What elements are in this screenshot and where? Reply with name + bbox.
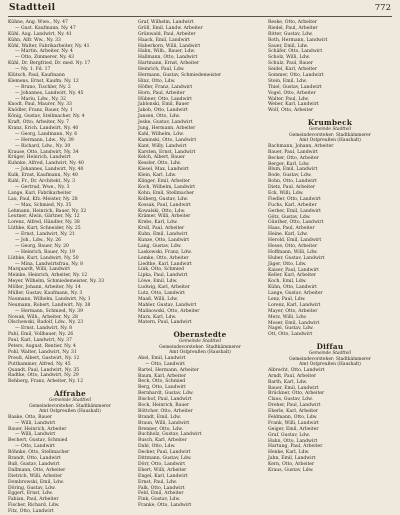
resident-entry: Busch, Karl, Arbeiter (138, 438, 187, 444)
resident-entry: Walter, Paul, Ldw. (268, 96, 310, 102)
resident-entry: Vogel, Otto, Arbeiter (268, 90, 316, 96)
resident-entry: Huber, Gustav, Landwirt (268, 255, 325, 261)
resident-entry: — Willi, Landwirt (15, 420, 56, 426)
resident-entry: Kühl, Dr. Bergfried, Dr. med. Ny. 17 (8, 61, 91, 67)
resident-entry: Marquardt, Willi, Landwirt (8, 267, 71, 273)
place-subtitle: Gemeinde Stadtteil (178, 339, 222, 345)
resident-entry: Lau, Paul, Kfz.-Meister, Ny. 28 (8, 196, 78, 202)
resident-entry: Kraus, Gustav, Ldw. (268, 467, 314, 473)
resident-entry: Dallmann, Otto, Arbeiter (8, 467, 66, 473)
resident-entry: Barth, Karl, Ldw. (268, 379, 308, 385)
resident-entry: Neumann, Robert, Landwirt, Ny. 38 (8, 302, 91, 308)
resident-entry: Abel, Emil, Landwirt (138, 355, 186, 361)
resident-entry: — Bruno, Tischler, Ny. 2 (15, 84, 71, 90)
resident-entry: Feldmann, Otto, Ldw. (268, 414, 318, 420)
resident-entry: Bachmann, Johann, Arbeiter (268, 143, 334, 149)
resident-entry: Fischer, Richard, Ldw. (8, 503, 60, 509)
resident-entry: Sauer, Emil, Ldw. (268, 43, 309, 49)
resident-entry: Ludwig, Karl, Arbeiter (138, 285, 190, 291)
resident-entry: Kühn, Alfr. Ww., Ny. 33 (8, 37, 61, 43)
resident-entry: Klein, Karl, Ldw. (138, 173, 177, 179)
resident-entry: Lüthke, Kurt, Schneider, Ny. 25 (8, 226, 81, 232)
resident-entry: Koch, Wilhelm, Landwirt (138, 184, 196, 190)
resident-entry: Hartung, Paul, Arbeiter (268, 444, 323, 450)
resident-entry: Heinrich, Paul, Ldw. (138, 67, 185, 73)
resident-entry: Meyer, Wilhelm, Schmiedemeister, Ny. 33 (8, 279, 105, 285)
resident-entry: Krüger, Heinrich, Landwirt (8, 155, 71, 161)
resident-entry: Lehmann, Heinrich, Bauer, Ny. 32 (8, 208, 87, 214)
page-number: 772 (374, 3, 391, 13)
resident-entry: Mahler, Gustav, Landwirt (138, 302, 197, 308)
resident-entry: Kroll, Paul, Arbeiter (138, 226, 185, 232)
resident-entry: Dahl, Otto, Ldw. (138, 444, 176, 450)
resident-entry: Radtke, Otto, Landwirt, Ny. 29 (8, 373, 79, 379)
resident-entry: Marx, Karl, Ldw. (138, 314, 177, 320)
resident-entry: — Mina, Landwirtsfrau, Ny. 8 (15, 261, 83, 267)
resident-entry: Naumann, Wilhelm, Landwirt, Ny. 1 (8, 296, 91, 302)
resident-entry: Kiesel, Max, Landwirt (138, 167, 189, 173)
resident-entry: Franke, Otto, Landwirt (138, 503, 192, 509)
resident-entry: Paul, Karl, Landwirt, Ny. 37 (8, 338, 72, 344)
resident-entry: Knodt, Paul, Maurer, Ny. 33 (8, 102, 72, 108)
place-heading (268, 118, 392, 144)
resident-entry: Grünwald, Paul, Arbeiter (138, 31, 196, 37)
resident-entry: Gröll, Emil, Landw. Arbeiter (138, 25, 203, 31)
resident-entry: Dittmann, Gustav, Ldw. (138, 456, 192, 462)
place-office: Amt Ostpreußen (Haushalt) (299, 138, 361, 144)
resident-entry: Claus, Gustav, Ldw. (268, 397, 313, 403)
resident-entry: Bernhardt, Gustav, Ldw. (138, 391, 194, 397)
resident-entry: Ebert, Willi, Arbeiter (138, 467, 187, 473)
resident-entry: Dombrowski, Emil, Ldw. (8, 479, 64, 485)
resident-entry: Moser, Emil, Landwirt (268, 320, 320, 326)
resident-entry: — Johannes, Landwirt, Ny. 40 (15, 167, 84, 173)
resident-entry: Berger, Karl, Ldw. (268, 161, 310, 167)
place-name: Obernstedte (173, 330, 227, 340)
resident-entry: Liedtke, Karl, Landwirt (138, 261, 192, 267)
resident-entry: — Georg, Landmann, Ny. 6 (15, 131, 78, 137)
resident-entry: Fink, Gustav, Ldw. (138, 497, 181, 503)
resident-entry: Krause, Otto, Landwirt, Ny. 34 (8, 149, 79, 155)
resident-entry: Falk, Otto, Landwirt (138, 485, 185, 491)
resident-entry: Riedel, Paul, Arbeiter (268, 25, 318, 31)
resident-entry: Lorenz, Alfred, Händler, Ny. 38 (8, 220, 80, 226)
resident-entry: Schäfer, Otto, Landwirt (268, 49, 323, 55)
resident-entry: Buß, Gustav, Landwirt (8, 461, 60, 467)
column-1 (8, 20, 132, 515)
resident-entry: Keller, Karl, Arbeiter (268, 273, 316, 279)
resident-entry: — Heinrich, Bauer, Ny. 19 (15, 249, 75, 255)
resident-entry: Böhnke, Otto, Stellmacher (8, 450, 70, 456)
running-head: Stadtteil (9, 3, 56, 13)
resident-entry: Eberle, Karl, Arbeiter (268, 409, 318, 415)
resident-entry: Jung, Hermann, Arbeiter (138, 126, 196, 132)
resident-entry: Matern, Paul, Landwirt (138, 320, 192, 326)
resident-entry: Hahn, Wilh., Bauer, Ldw. (138, 49, 196, 55)
resident-entry: Kuhn, Emil, Landwirt (138, 232, 188, 238)
resident-entry: Hallmann, Otto, Landwirt (138, 55, 198, 61)
resident-entry: Fabian, Paul, Arbeiter (8, 497, 59, 503)
resident-entry: Stein, Emil, Ldw. (268, 78, 308, 84)
resident-entry: Pahl, Emil, Vollbauer, Ny. 26 (8, 332, 74, 338)
resident-entry: Löwe, Emil, Ldw. (138, 279, 178, 285)
resident-entry: Rehberg, Franz, Arbeiter, Ny. 12 (8, 379, 84, 385)
resident-entry: Lemke, Otto, Arbeiter (138, 255, 189, 261)
resident-entry: Brückner, Otto, Arbeiter (268, 391, 325, 397)
column-3 (268, 20, 392, 482)
resident-entry: Ritter, Gustav, Ldw. (268, 31, 313, 37)
resident-entry: Kühl, Aug. Landwirt, Ny. 41 (8, 31, 72, 37)
place-subtitle: Gemeinde Stadtteil (48, 398, 92, 404)
place-subtitle: Gemeinde Stadtteil (308, 127, 352, 133)
resident-entry: Becker, Otto, Arbeiter (268, 155, 319, 161)
resident-entry: Brandt, Emil, Ldw. (138, 414, 181, 420)
resident-entry: Schulz, Paul, Bauer (268, 61, 313, 67)
resident-entry: Bauer, Heinrich, Arbeiter (8, 426, 67, 432)
resident-entry: Kunze, Otto, Landwirt (138, 237, 190, 243)
resident-entry: Lutz, Otto, Landwirt (138, 290, 185, 296)
resident-entry: Müller, Gustav, Kaufmann, Ny. 3 (8, 290, 83, 296)
resident-entry: Bischof, Paul, Landwirt (138, 397, 192, 403)
resident-entry: Henke, Karl, Ldw. (268, 450, 310, 456)
resident-entry: Hahn, Otto, Landwirt (268, 438, 318, 444)
place-heading (138, 330, 262, 356)
resident-entry: Fitz, Otto, Landwirt (8, 509, 54, 515)
resident-entry: Link, Otto, Schmied (138, 267, 185, 273)
resident-entry: — Ernst, Landwirt, Ny. 8 (15, 326, 72, 332)
resident-entry: — Ny. 1. Fd. 17 (15, 67, 51, 73)
resident-entry: Karsten, Ernst, Landwirt (138, 149, 196, 155)
resident-entry: Engel, Karl, Landwirt (138, 473, 188, 479)
resident-entry: Dietz, Paul, Arbeiter (268, 185, 315, 191)
resident-entry: Fuchs, Karl, Arbeiter (268, 202, 317, 208)
resident-entry: Seidel, Karl, Arbeiter (268, 67, 318, 73)
resident-entry: Dörr, Otto, Landwirt (138, 461, 186, 467)
resident-entry: Graf, Wilhelm, Landwirt (138, 20, 194, 25)
resident-entry: Horn, Paul, Arbeiter (138, 90, 185, 96)
resident-entry: — Gust. Kaufmann, Ny. 47 (15, 25, 76, 31)
resident-entry: Dreher, Paul, Landwirt (268, 403, 321, 409)
resident-entry: Böttcher, Otto, Arbeiter (138, 408, 193, 414)
resident-entry: Bartel, Hermann, Arbeiter (138, 367, 199, 373)
resident-entry: Feld, Emil, Arbeiter (138, 491, 184, 497)
resident-entry: — Johannes, Landwirt, Ny. 45 (15, 90, 84, 96)
resident-entry: Bock, Heinrich, Bauer (138, 403, 190, 409)
resident-entry: Preuß, Albert, Gastwirt, Ny. 12 (8, 355, 80, 361)
resident-entry: Arndt, Paul, Arbeiter (268, 373, 317, 379)
resident-entry: Koch, Emil, Ldw. (268, 279, 307, 285)
resident-entry: Hübner, Otto, Landwirt (138, 96, 192, 102)
resident-entry: Kuhl, Fr., Dr. Architekt, Ny. 3 (8, 179, 75, 185)
resident-entry: Decker, Paul, Landwirt (138, 450, 191, 456)
resident-entry: Kühne, Ang. Wwe., Ny. 47 (8, 20, 68, 25)
resident-entry: Kolberg, Gustav, Ldw. (138, 196, 189, 202)
resident-entry: Sommer, Otto, Landwirt (268, 73, 324, 79)
resident-entry: Höfler, Franz, Landwirt (138, 84, 193, 90)
resident-entry: Hartmann, Ernst, Arbeiter (138, 61, 200, 67)
place-office: Amt Ostpreußen (Haushalt) (169, 350, 231, 356)
resident-entry: Klütsch, Paul, Kaufmann (8, 73, 65, 79)
resident-entry: Hesse, Otto, Arbeiter (268, 243, 318, 249)
resident-entry: Jeske, Gustav, Landwirt (138, 120, 193, 126)
resident-entry: Kant, Willy, Landwirt (138, 143, 187, 149)
resident-entry: Braun, Willi, Landwirt (138, 420, 190, 426)
place-authority: Gemeindevorsteher: Stadtkämmerer (159, 344, 241, 350)
resident-entry: König, Gustav, Stellmacher, Ny. 4 (8, 114, 85, 120)
resident-entry: Geiger, Emil, Arbeiter (268, 426, 319, 432)
resident-entry: Hoffmann, Willi, Ldw. (268, 249, 318, 255)
resident-entry: Kahl, Wilhelm, Ldw. (138, 131, 184, 137)
resident-entry: Pohl, Walter, Landwirt, Ny. 31 (8, 349, 77, 355)
resident-entry: — Martin, Arbeiter, Ny. 4 (15, 49, 73, 55)
resident-entry: Mayer, Otto, Arbeiter (268, 308, 318, 314)
resident-entry: Lang, Gustav, Ldw. (138, 243, 182, 249)
resident-entry: Lange, Karl, Fabrikarbeiter (8, 190, 72, 196)
resident-entry: Baum, Karl, Arbeiter (138, 373, 187, 379)
resident-entry: Weber, Karl, Landwirt (268, 102, 319, 108)
resident-entry: Fiedler, Otto, Landwirt (268, 196, 321, 202)
resident-entry: Gerber, Emil, Landwirt (268, 208, 322, 214)
resident-entry: Jablonski, Emil, Bauer (138, 102, 190, 108)
resident-entry: Klemens, Ernst, Kaufm. Ny. 12 (8, 78, 79, 84)
resident-entry: Jäger, Otto, Ldw. (268, 261, 307, 267)
resident-entry: Thiel, Gustav, Landwirt (268, 84, 322, 90)
resident-entry: — Richard, Ldw., Ny. 30 (15, 143, 71, 149)
resident-entry: Bauer, Emil, Landwirt (268, 385, 319, 391)
resident-entry: Jahn, Emil, Landwirt (268, 456, 316, 462)
resident-entry: Lenz, Paul, Ldw. (268, 297, 306, 302)
resident-entry: — Ernst, Landwirt, Ny. 21 (15, 232, 75, 238)
resident-entry: Wolf, Otto, Arbeiter (268, 108, 314, 114)
resident-entry: Lüthke, Kurt, Landwirt, Ny. 50 (8, 255, 79, 261)
place-name: Affrahe (54, 389, 86, 399)
resident-entry: Graf, Gustav, Ldw. (268, 432, 311, 438)
resident-entry: Blum, Emil, Landwirt (268, 167, 318, 173)
page-header (8, 3, 392, 17)
resident-entry: Jakob, Otto, Landwirt (138, 108, 188, 114)
resident-entry: Kern, Otto, Arbeiter (268, 462, 315, 468)
resident-entry: Kaminski, Otto, Landwirt (138, 137, 197, 143)
resident-entry: Leutner, Alwin, Gärtner, Ny. 12 (8, 214, 80, 220)
resident-entry: Kohn, Emil, Stellmacher (138, 190, 195, 196)
resident-entry: Bode, Gustav, Ldw. (268, 173, 312, 179)
resident-entry: Krebs, Karl, Ldw. (138, 220, 178, 226)
place-heading (268, 342, 392, 368)
resident-entry: Döring, Gustav, Ldw. (8, 485, 56, 491)
resident-entry: Bechert, Gustav, Schmied (8, 438, 68, 444)
resident-entry: — Mariu, Ldw., Ny. 32 (15, 96, 67, 102)
place-authority: Gemeindevorsteher: Stadtkämmerer (289, 132, 371, 138)
resident-entry: Lange, Gustav, Arbeiter (268, 291, 323, 297)
place-subtitle: Gemeinde Stadtteil (308, 351, 352, 357)
resident-entry: — Gertrud, Wwe., Ny. 3 (15, 184, 70, 190)
resident-entry: Kessler, Otto, Ldw. (138, 161, 182, 167)
resident-entry: Lipka, Paul, Landwirt (138, 273, 188, 279)
resident-entry: Albrecht, Otto, Landwirt (268, 367, 325, 373)
resident-entry: Bauer, Paul, Landwirt (268, 149, 318, 155)
resident-entry: Hinz, Otto, Ldw. (138, 78, 176, 84)
place-authority: Gemeindevorsteher: Stadtkämmerer (29, 403, 111, 409)
resident-entry: Kuhnke, Alfred, Landwirt, Ny. 40 (8, 161, 84, 167)
resident-entry: — Hermann, Schmied, Ny. 39 (15, 308, 84, 314)
resident-entry: Meinke, Heinrich, Arbeiter, Ny. 12 (8, 273, 88, 279)
resident-entry: Günther, Otto, Landwirt (268, 220, 324, 226)
resident-entry: Reske, Otto, Arbeiter (268, 20, 317, 25)
resident-entry: — Max, Schmied, Ny. 35 (15, 202, 72, 208)
resident-entry: Möller, Johann, Arbeiter, Ny. 14 (8, 285, 81, 291)
place-office: Amt Ostpreußen (Haushalt) (299, 362, 361, 368)
resident-entry: Berg, Otto, Landwirt (138, 385, 186, 391)
resident-entry: Brenner, Otto, Ldw. (138, 426, 184, 432)
resident-entry: Haberkorn, Willi, Landwirt (138, 43, 201, 49)
resident-entry: Olschewski, Rudolf, Ldw., Ny. 23 (8, 320, 84, 326)
resident-entry: Haas, Paul, Arbeiter (268, 226, 315, 232)
resident-entry: Kulk, Ernst, Kaufmann, Ny. 40 (8, 173, 78, 179)
resident-entry: Frank, Willi, Landwirt (268, 420, 319, 426)
resident-entry: — Otto, Zimmerer, Ny. 43 (15, 55, 74, 61)
resident-entry: Eggert, Ernst, Ldw. (8, 491, 53, 497)
resident-entry: Bohn, Otto, Landwirt (268, 179, 317, 185)
resident-entry: Kaiser, Paul, Landwirt (268, 267, 319, 273)
resident-entry: Ernst, Paul, Ldw. (138, 479, 178, 485)
place-name: Krumbeck (307, 118, 353, 128)
resident-entry: Heine, Karl, Ldw. (268, 232, 308, 238)
resident-entry: Buchholz, Gustav, Landwirt (138, 432, 202, 438)
resident-entry: Eck, Willi, Ldw. (268, 190, 304, 196)
resident-entry: Hermann, Gustav, Schmiedemeister (138, 73, 222, 79)
resident-entry: Malinowski, Otto, Arbeiter (138, 308, 200, 314)
resident-entry: — Otto, Landwirt (15, 444, 55, 450)
resident-entry: Haack, Emil, Landwirt (138, 37, 190, 43)
resident-entry: Roth, Hermann, Landwirt (268, 37, 328, 43)
resident-entry: Maaß, Willi, Ldw. (138, 296, 179, 302)
resident-entry: Kühn, Otto, Landwirt (268, 285, 317, 291)
place-name: Diffau (316, 342, 344, 352)
resident-entry: Klinger, Emil, Arbeiter (138, 179, 191, 185)
resident-entry: Merz, Willi, Ldw. (268, 314, 307, 320)
place-heading (8, 389, 132, 415)
resident-entry: Puttkammer, Alfred, Ny. 45 (8, 361, 71, 367)
place-office: Amt Ostpreußen (Haushalt) (39, 409, 101, 415)
resident-entry: — Willi, Landwirt (15, 432, 56, 438)
resident-entry: — Otto, Landwirt (145, 361, 185, 367)
resident-entry: — Joh., Ldw., Ny. 26 (15, 237, 62, 243)
resident-entry: Ott, Otto, Landwirt (268, 332, 313, 338)
resident-entry: Brandt, Otto, Landwirt (8, 456, 61, 462)
resident-entry: Beck, Otto, Schmied (138, 379, 186, 385)
resident-entry: Götz, Gustav, Ldw. (268, 214, 311, 220)
resident-entry: Dietrich, Willi, Arbeiter (8, 473, 63, 479)
resident-entry: Knödler, Franz, Bauer, Ny. 1 (8, 108, 73, 114)
resident-entry: — Hermann, Ldw., Ny. 39 (15, 137, 74, 143)
resident-entry: Kühl, Walter, Fabrikarbeiter, Ny. 41 (8, 43, 90, 49)
resident-entry: Kelch, Albert, Bauer (138, 155, 185, 161)
resident-entry: Jansen, Otto, Ldw. (138, 114, 181, 120)
resident-entry: Kossak, Paul, Landwirt (138, 202, 191, 208)
resident-entry: Scholz, Willi, Ldw. (268, 55, 311, 61)
resident-entry: Kraft, Otto, Arbeiter, Ny. 7 (8, 120, 70, 126)
resident-entry: Krämer, Willi, Arbeiter (138, 214, 191, 220)
resident-entry: Quandt, Paul, Landwirt, Ny. 35 (8, 367, 80, 373)
resident-entry: Laskowski, Franz, Ldw. (138, 249, 192, 255)
place-authority: Gemeindevorsteher: Stadtkämmerer (289, 356, 371, 362)
resident-entry: Peters, August, Rentier, Ny. 4 (8, 343, 76, 349)
resident-entry: Baake, Otto, Bauer (8, 414, 52, 420)
resident-entry: Lorenz, Karl, Landwirt (268, 302, 321, 308)
resident-entry: Nagel, Gustav, Ldw. (268, 326, 314, 332)
resident-entry: Herold, Emil, Landwirt (268, 238, 322, 244)
resident-entry: Kranz, Erich, Landwirt, Ny. 40 (8, 126, 79, 132)
column-2 (138, 20, 262, 509)
resident-entry: Kowalski, Otto, Ldw. (138, 208, 186, 214)
resident-entry: — Georg, Bauer, Ny. 20 (15, 243, 69, 249)
resident-entry: Nowak, Wilh., Arbeiter, Ny. 28 (8, 314, 78, 320)
